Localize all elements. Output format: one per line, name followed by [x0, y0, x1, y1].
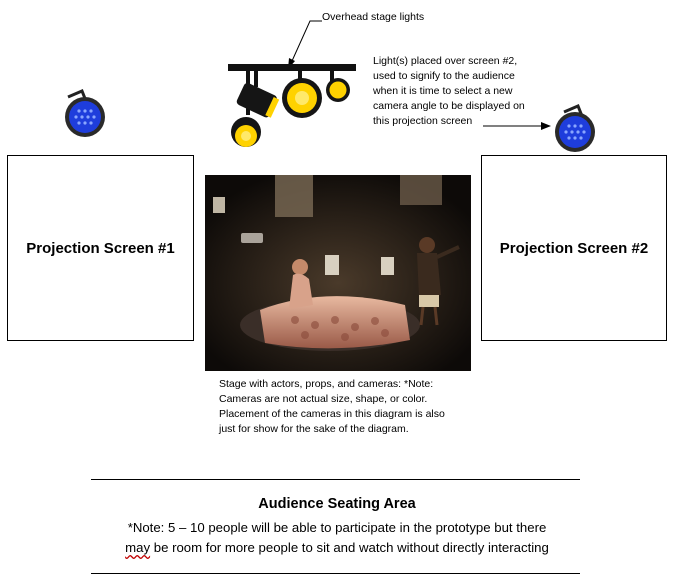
stage-note-line: Placement of the cameras in this diagram is also — [219, 408, 445, 420]
stage-photo — [205, 175, 471, 371]
stage-note-line: Stage with actors, props, and cameras: *Note: — [219, 378, 434, 390]
light-note-line: this projection screen — [373, 115, 473, 127]
audience-note-word: may — [125, 540, 151, 555]
light-note-line: camera angle to be displayed on — [373, 100, 525, 112]
stage-note — [219, 377, 469, 437]
audience-note-line-1: *Note: 5 – 10 people will be able to participate in the prototype but there — [127, 520, 547, 535]
audience-note-line-2 — [0, 538, 674, 558]
projection-screen-2 — [481, 155, 667, 341]
blue-par-light-right — [550, 102, 602, 154]
blue-par-light-left — [58, 87, 110, 139]
light-note-line: Light(s) placed over screen #2, — [373, 55, 518, 67]
stage-note-line: just for show for the sake of the diagram. — [219, 423, 409, 435]
projection-screen-1-label: Projection Screen #1 — [26, 239, 175, 257]
audience-note-line-2-rest: be room for more people to sit and watch without directly interacting — [150, 540, 549, 555]
audience-seating-title: Audience Seating Area — [258, 496, 416, 512]
light-note-line: when it is time to select a new — [373, 85, 513, 97]
overhead-lights-label: Overhead stage lights — [322, 11, 425, 23]
stage-note-line: Cameras are not actual size, shape, or color. — [219, 393, 428, 405]
audience-bottom-divider — [91, 573, 580, 574]
light-note-arrow — [481, 118, 553, 134]
overhead-stage-lights — [226, 58, 366, 158]
projection-screen-2-label: Projection Screen #2 — [499, 239, 649, 257]
light-note-line: used to signify to the audience — [373, 70, 515, 82]
projection-screen-1 — [7, 155, 194, 341]
audience-top-divider — [91, 479, 580, 480]
audience-note — [0, 518, 674, 558]
